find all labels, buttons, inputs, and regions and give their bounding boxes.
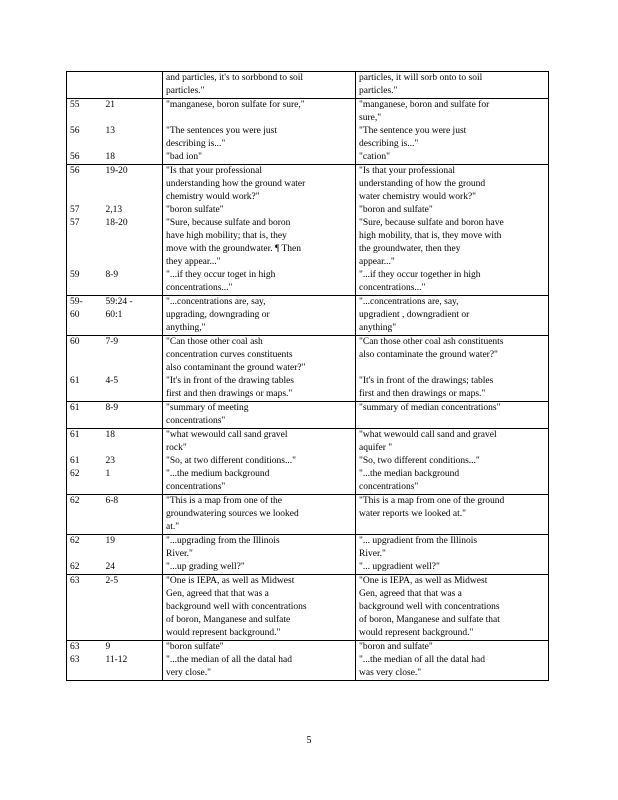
errata-row [67, 72, 549, 99]
text-line: upgradient , downgradient or [359, 310, 470, 320]
text-line: 60 [70, 337, 80, 347]
text-line: 56 [70, 126, 80, 136]
line-cell [103, 535, 163, 575]
text-line: concentration curves constituents [166, 350, 293, 360]
line-cell [103, 495, 163, 535]
text-line: River." [166, 549, 193, 559]
text-line: "cation" [359, 152, 390, 162]
text-line: "...the medium background [166, 469, 270, 479]
original-text-cell [163, 535, 356, 575]
corrected-text-cell [356, 535, 549, 575]
text-line: 57 [70, 218, 80, 228]
text-line: "This is a map from one of the ground [359, 496, 505, 506]
errata-row [67, 296, 549, 336]
text-line: "summary of median concentrations" [359, 403, 501, 413]
line-cell [103, 336, 163, 402]
text-line [106, 112, 160, 125]
corrected-text-cell [356, 336, 549, 402]
text-line: they appear..." [166, 257, 221, 267]
text-line: 18 [105, 152, 115, 162]
text-line: 23 [105, 456, 115, 466]
text-line: concentrations" [166, 482, 226, 492]
text-line: describing is..." [359, 139, 419, 149]
text-line: sure," [359, 113, 382, 123]
page-number: 5 [306, 735, 312, 746]
text-line: 63 [70, 642, 80, 652]
text-line: "The sentences you were just [166, 126, 277, 136]
text-line: "... upgradient well?" [359, 562, 440, 572]
errata-row [67, 495, 549, 535]
text-line: 60 [70, 310, 80, 320]
page-cell [67, 99, 103, 165]
text-line: Gen, agreed that that was a [359, 589, 462, 599]
errata-row [67, 402, 549, 429]
text-line: concentrations" [359, 482, 419, 492]
text-line: was very close." [359, 668, 422, 678]
text-line: 19-20 [105, 166, 128, 176]
page-cell [67, 641, 103, 681]
page-cell [67, 336, 103, 402]
text-line: would represent background." [166, 628, 281, 638]
page-cell [67, 495, 103, 535]
text-line: anything," [166, 323, 206, 333]
errata-row [67, 165, 549, 296]
text-line [70, 178, 100, 191]
text-line: "...the median of all the datal had [359, 655, 486, 665]
corrected-text-cell [356, 99, 549, 165]
page-cell [67, 72, 103, 99]
text-line: 63 [70, 655, 80, 665]
text-line: of boron, Manganese and sulfate that [359, 615, 500, 625]
original-text-cell [163, 165, 356, 296]
text-line: "what wewould call sand gravel [166, 430, 288, 440]
line-cell [103, 575, 163, 641]
text-line: chemistry would work?" [166, 192, 260, 202]
text-line: also contaminant the ground water?" [166, 363, 306, 373]
text-line: concentrations..." [166, 283, 233, 293]
text-line: 62 [70, 562, 80, 572]
text-line: of boron, Manganese and sulfate [166, 615, 291, 625]
page-cell [67, 402, 103, 429]
text-line: 61 [70, 430, 80, 440]
text-line [70, 243, 100, 256]
text-line: appear..." [359, 257, 395, 267]
text-line: "...the median background [359, 469, 460, 479]
text-line: 2,13 [105, 205, 123, 215]
corrected-text-cell [356, 165, 549, 296]
line-cell [103, 165, 163, 296]
text-line: 18 [105, 430, 115, 440]
text-line: understanding how the ground water [166, 179, 306, 189]
text-line: 8-9 [105, 270, 119, 280]
text-line: first and then drawings or maps." [166, 389, 293, 399]
text-line [70, 191, 100, 204]
text-line: 18-20 [105, 218, 128, 228]
text-line: "One is IEPA, as well as Midwest [359, 576, 488, 586]
text-line [106, 230, 160, 243]
text-line [106, 548, 160, 561]
text-line [166, 112, 352, 125]
page-cell [67, 296, 103, 336]
original-text-cell [163, 429, 356, 495]
line-cell [103, 641, 163, 681]
text-line: 62 [70, 496, 80, 506]
original-text-cell [163, 495, 356, 535]
corrected-text-cell [356, 575, 549, 641]
text-line: water chemistry would work?" [359, 192, 477, 202]
line-cell [103, 429, 163, 495]
page-cell [67, 165, 103, 296]
text-line [70, 256, 100, 269]
text-line: 62 [70, 469, 80, 479]
text-line: groundwatering sources we looked [166, 509, 299, 519]
text-line: first and then drawings or maps." [359, 389, 486, 399]
text-line [70, 349, 100, 362]
text-line: particles, it will sorb onto to soil [359, 73, 483, 83]
line-cell [103, 72, 163, 99]
text-line: and particles, it's to sorbbond to soil [166, 73, 304, 83]
text-line: 63 [70, 576, 80, 586]
text-line: 2-5 [105, 576, 119, 586]
text-line: "So, two different conditions..." [359, 456, 480, 466]
errata-row [67, 336, 549, 402]
text-line: 19 [105, 536, 115, 546]
text-line: "...concentrations are, say, [359, 297, 459, 307]
text-line: "manganese, boron sulfate for sure," [166, 100, 305, 110]
text-line: "boron sulfate" [166, 642, 224, 652]
text-line: very close." [166, 668, 212, 678]
line-cell [103, 296, 163, 336]
text-line: "bad ion" [166, 152, 202, 162]
errata-table [66, 71, 549, 681]
text-line: 1 [105, 469, 111, 479]
original-text-cell [163, 99, 356, 165]
text-line: background well with concentrations [359, 602, 500, 612]
text-line: 56 [70, 166, 80, 176]
text-line: "...if they occur together in high [359, 270, 481, 280]
text-line [70, 72, 100, 85]
text-line: "Is that your professional [359, 166, 455, 176]
text-line: "...the median of all the datal had [166, 655, 293, 665]
original-text-cell [163, 296, 356, 336]
text-line [70, 138, 100, 151]
text-line: 13 [105, 126, 115, 136]
errata-table-body [67, 72, 549, 681]
text-line: anything" [359, 323, 397, 333]
text-line: aquifer " [359, 443, 393, 453]
text-line: 8-9 [105, 403, 119, 413]
text-line: 24 [105, 562, 115, 572]
text-line: 59 [70, 270, 80, 280]
text-line: 61 [70, 403, 80, 413]
text-line [70, 362, 100, 375]
text-line [106, 138, 160, 151]
text-line [106, 243, 160, 256]
original-text-cell [163, 336, 356, 402]
text-line: "The sentence you were just [359, 126, 467, 136]
text-line: 21 [105, 100, 115, 110]
text-line: 55 [70, 100, 80, 110]
text-line: 59- [70, 297, 83, 307]
line-cell [103, 99, 163, 165]
text-line: "Can those other coal ash constituents [359, 337, 504, 347]
text-line: understanding of how the ground [359, 179, 486, 189]
text-line: at." [166, 522, 180, 532]
text-line: "summary of meeting [166, 403, 249, 413]
text-line: would represent background." [359, 628, 474, 638]
corrected-text-cell [356, 72, 549, 99]
errata-row [67, 99, 549, 165]
text-line: "what wewould call sand and gravel [359, 430, 497, 440]
text-line [106, 442, 160, 455]
errata-row [67, 575, 549, 641]
original-text-cell [163, 641, 356, 681]
text-line [70, 442, 100, 455]
corrected-text-cell [356, 495, 549, 535]
text-line: 62 [70, 536, 80, 546]
original-text-cell [163, 575, 356, 641]
text-line: "It's in front of the drawing tables [166, 376, 295, 386]
text-line: have high mobility; that is, they [166, 231, 287, 241]
text-line: rock" [166, 443, 187, 453]
text-line: "boron and sulfate" [359, 205, 433, 215]
text-line: Gen, agreed that that was a [166, 589, 269, 599]
line-cell [103, 402, 163, 429]
text-line [106, 362, 160, 375]
text-line: high mobility, that is, they move with [359, 231, 502, 241]
text-line: "... upgradient from the Illinois [359, 536, 478, 546]
corrected-text-cell [356, 402, 549, 429]
text-line: "This is a map from one of the [166, 496, 283, 506]
text-line: 11-12 [105, 655, 128, 665]
errata-row [67, 535, 549, 575]
text-line: 9 [105, 642, 111, 652]
text-line: 56 [70, 152, 80, 162]
text-line: describing is..." [166, 139, 226, 149]
text-line [106, 349, 160, 362]
text-line: "boron sulfate" [166, 205, 224, 215]
corrected-text-cell [356, 429, 549, 495]
text-line: "One is IEPA, as well as Midwest [166, 576, 295, 586]
corrected-text-cell [356, 296, 549, 336]
corrected-text-cell [356, 641, 549, 681]
text-line: 59:24 - [105, 297, 133, 307]
text-line: "...up grading well?" [166, 562, 245, 572]
text-line: 6-8 [105, 496, 119, 506]
text-line: 7-9 [105, 337, 119, 347]
text-line: "So, at two different conditions..." [166, 456, 297, 466]
original-text-cell [163, 72, 356, 99]
text-line: 61 [70, 456, 80, 466]
text-line [106, 256, 160, 269]
text-line: "manganese, boron and sulfate for [359, 100, 490, 110]
text-line: "It's in front of the drawings; tables [359, 376, 494, 386]
text-line [106, 178, 160, 191]
text-line: River." [359, 549, 386, 559]
text-line: "...concentrations are, say, [166, 297, 266, 307]
text-line: background well with concentrations [166, 602, 307, 612]
text-line [106, 72, 160, 85]
original-text-cell [163, 402, 356, 429]
page-cell [67, 575, 103, 641]
text-line: "Is that your professional [166, 166, 262, 176]
text-line: 4-5 [105, 376, 119, 386]
text-line [70, 230, 100, 243]
text-line: "boron and sulfate" [359, 642, 433, 652]
text-line: 60:1 [105, 310, 123, 320]
text-line: upgrading, downgrading or [166, 310, 270, 320]
text-line: the groundwater, then they [359, 244, 461, 254]
text-line: water reports we looked at." [359, 509, 467, 519]
text-line: move with the groundwater. ¶ Then [166, 244, 301, 254]
text-line: 57 [70, 205, 80, 215]
text-line [70, 548, 100, 561]
text-line: "Sure, because sulfate and boron [166, 218, 291, 228]
text-line: particles." [166, 86, 205, 96]
text-line: concentrations" [166, 416, 226, 426]
page-cell [67, 429, 103, 495]
text-line: "...upgrading from the Illinois [166, 536, 280, 546]
text-line: "Can those other coal ash [166, 337, 263, 347]
text-line: 61 [70, 376, 80, 386]
errata-row [67, 429, 549, 495]
text-line: particles." [359, 86, 398, 96]
text-line [359, 362, 545, 375]
errata-row [67, 641, 549, 681]
text-line [70, 112, 100, 125]
text-line: "...if they occur toget in high [166, 270, 276, 280]
text-line [106, 191, 160, 204]
text-line: "Sure, because sulfate and boron have [359, 218, 504, 228]
page-cell [67, 535, 103, 575]
text-line: concentrations..." [359, 283, 426, 293]
text-line: also contaminate the ground water?" [359, 350, 498, 360]
